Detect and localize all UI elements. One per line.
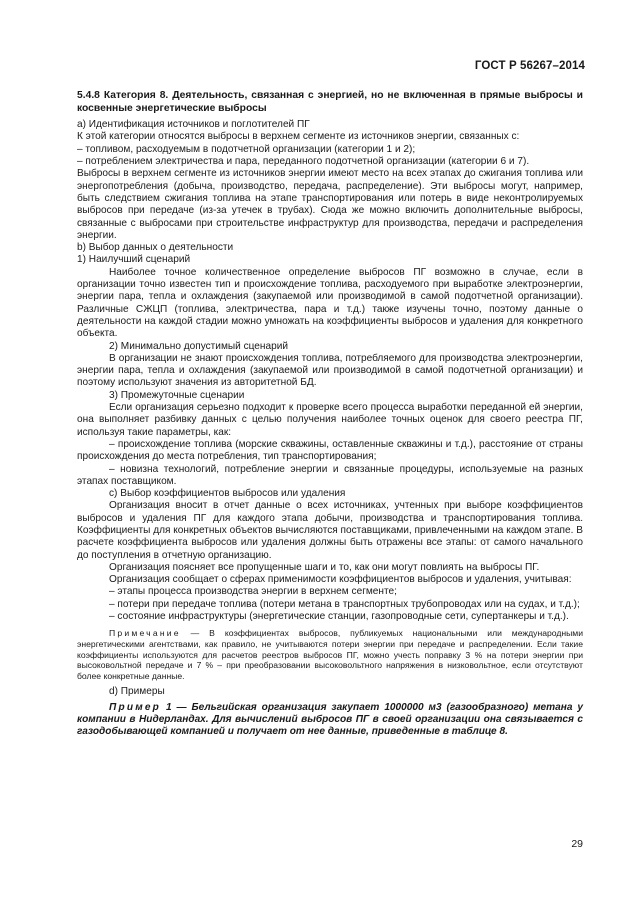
scenario-title: 3) Промежуточные сценарии <box>109 389 245 401</box>
document-body <box>77 90 583 739</box>
scenario-title: 2) Минимально допустимый сценарий <box>109 340 288 352</box>
list-item: – состояние инфраструктуры (энергетические станции, газопроводные сети, супертанкеры и т.д.). <box>109 611 569 623</box>
paragraph: К этой категории относятся выбросы в верхнем сегменте из источников энергии, связанных с: <box>77 131 520 143</box>
list-item: – потреблением электричества и пара, переданного подотчетной организации (категории 6 и 7). <box>77 156 530 168</box>
subsection-c-title: с) Выбор коэффициентов выбросов или удаления <box>109 488 346 500</box>
list-item: – потери при передаче топлива (потери метана в транспортных трубопроводах или на судах, и т.д.); <box>109 598 580 610</box>
note-text: — В коэффициентах выбросов, публикуемых национальными или международными энергетическими агентствами, как правило, не учитываются потери энергии при передаче и распределении. Если такие коэффициенты используются для расчетов реестров выбросов ПГ, можно учесть поправку 3 % на потери энергии при высоковольтной передаче и 7 % – при преобразовании высоковольтного напряжения в низковольтное, если отсутствуют более конкретные данные. <box>77 628 583 681</box>
subsection-d-title: d) Примеры <box>109 686 165 698</box>
section-title: 5.4.8 Категория 8. Деятельность, связанная с энергией, но не включенная в прямые выбросы и косвенные энергетические выбросы <box>77 90 583 114</box>
paragraph: Организация вносит в отчет данные о всех источниках, учтенных при выборе коэффициентов выбросов и удаления ПГ для каждого этапа добычи, производства и транспортирования топлива. Коэффициенты для конкретных объектов вычисляются поставщиками, привлеченными на каждом этапе. В расчете коэффициента выбросов или удаления должны быть отражены все этапы: от самого начального до поступления в отчетную организацию. <box>77 500 583 561</box>
paragraph: Организация сообщает о сферах применимости коэффициентов выбросов и удаления, учитывая: <box>109 574 572 586</box>
example-label: Пример <box>109 701 162 713</box>
list-item: – топливом, расходуемым в подотчетной организации (категории 1 и 2); <box>77 143 416 155</box>
subsection-a-title: а) Идентификация источников и поглотителей ПГ <box>77 119 310 131</box>
paragraph: Наиболее точное количественное определение выбросов ПГ возможно в случае, если в организации точно известен тип и происхождение топлива, расходуемого при выработке электроэнергии, энергии пара, тепла и охлаждения (закупаемой или производимой в самой подотчетной организации). Различные СЖЦП (топлива, электричества, пара и т.д.) также изучены точно, поэтому данные о деятельности на каждой стадии можно умножать на коэффициенты выбросов и удаления для конкретного объекта. <box>77 266 583 340</box>
page-number: 29 <box>571 838 583 850</box>
example <box>77 702 583 739</box>
list-item: – этапы процесса производства энергии в верхнем сегменте; <box>109 586 397 598</box>
paragraph: Если организация серьезно подходит к проверке всего процесса выработки переданной ей энергии, она выполняет разбивку данных с целью получения наиболее точных оценок для своего реестра ПГ, используя такие параметры, как: <box>77 402 583 438</box>
list-item: – новизна технологий, потребление энергии и связанные процедуры, используемые на разных этапах поставщиком. <box>77 463 583 487</box>
paragraph: Организация поясняет все пропущенные шаги и то, как они могут повлиять на выбросы ПГ. <box>109 561 540 573</box>
paragraph: В организации не знают происхождения топлива, потребляемого для производства электроэнергии, энергии пара, тепла и охлаждения (закупаемой или производимой в самой подотчетной организации) и поэтому используют значения из авторитетной БД. <box>77 352 583 389</box>
subsection-b-title: b) Выбор данных о деятельности <box>77 242 234 254</box>
document-header: ГОСТ Р 56267–2014 <box>474 60 585 72</box>
scenario-title: 1) Наилучший сценарий <box>77 254 191 266</box>
paragraph: Выбросы в верхнем сегменте из источников энергии имеют место на всех этапах до сжигания топлива или энергопотребления (добыча, производство, передача, распределение). Эти выбросы могут, например, быть следствием сжигания топлива на этапе транспортирования или потерь в виде неконтролируемых выбросов при передаче (из-за утечек в трубах). Сюда же можно включить дополнительные выбросы, связанные с выбросами при строительстве инфраструктур для производства, передачи и распределения энергии. <box>77 168 583 241</box>
example-text: 1 — Бельгийская организация закупает 1000000 м3 (газообразного) метана у компании в Нидерландах. Для вычислений выбросов ПГ в своей организации она связывается с газодобывающей компанией и получает от нее данные, приведенные в таблице 8. <box>77 701 583 738</box>
list-item: – происхождение топлива (морские скважины, оставленные скважины и т.д.), расстояние от страны происхождения до места потребления, тип транспортирования; <box>77 438 583 463</box>
note-label: Примечание <box>109 628 181 639</box>
note <box>77 628 583 681</box>
